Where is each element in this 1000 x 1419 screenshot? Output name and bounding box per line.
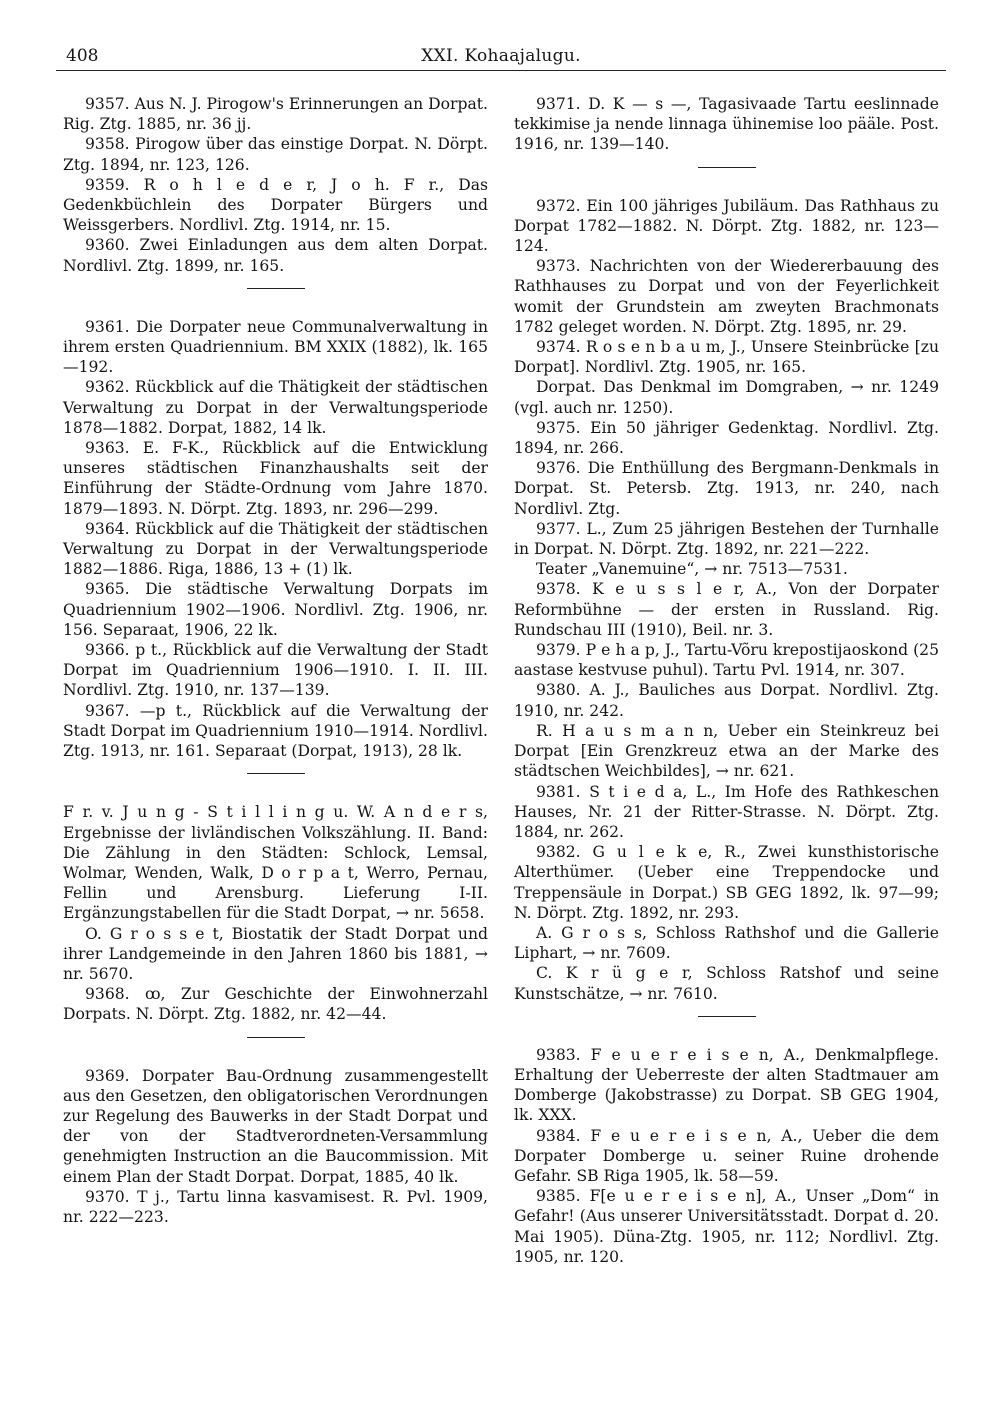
section-divider: [698, 167, 756, 168]
bibliography-entry: 9372. Ein 100 jähriges Jubiläum. Das Rathhaus zu Dorpat 1782—1882. N. Dörpt. Ztg. 1882, nr. 123—124.: [514, 196, 939, 256]
bibliography-entry: 9380. A. J., Bauliches aus Dorpat. Nordlivl. Ztg. 1910, nr. 242.: [514, 681, 939, 720]
left-column: [63, 94, 488, 1227]
bibliography-entry: Teater „Vanemuine“, → nr. 7513—7531.: [536, 560, 848, 579]
running-title: XXI. Kohaajalugu.: [421, 46, 581, 66]
section-divider: [247, 773, 305, 774]
bibliography-entry: 9362. Rückblick auf die Thätigkeit der städtischen Verwaltung zu Dorpat in der Verwaltungsperiode 1878—1882. Dorpat, 1882, 14 lk.: [63, 378, 488, 437]
bibliography-entry: 9359. R o h l e d e r, J o h. F r., Das Gedenkbüchlein des Dorpater Bürgers und Weissgerbers. Nordlivl. Ztg. 1914, nr. 15.: [63, 175, 488, 235]
bibliography-entry: 9366. p t., Rückblick auf die Verwaltung der Stadt Dorpat im Quadriennium 1906—1910. I. II. III. Nordlivl. Ztg. 1910, nr. 137—139.: [63, 641, 488, 700]
bibliography-entry: 9368. ꝏ, Zur Geschichte der Einwohnerzahl Dorpats. N. Dörpt. Ztg. 1882, nr. 42—44.: [63, 985, 488, 1024]
bibliography-entry: 9383. F e u e r e i s e n, A., Denkmalpflege. Erhaltung der Ueberreste der alten Stadtmauer am Domberge (Jakobstrasse) zu Dorpat. SB GEG 1904, lk. XXX.: [514, 1045, 939, 1125]
running-header: [56, 40, 946, 71]
bibliography-entry: 9384. F e u e r e i s e n, A., Ueber die dem Dorpater Domberge u. seiner Ruine drohende Gefahr. SB Riga 1905, lk. 58—59.: [514, 1126, 939, 1185]
bibliography-entry: 9375. Ein 50 jähriger Gedenktag. Nordlivl. Ztg. 1894, nr. 266.: [514, 418, 939, 458]
bibliography-entry: 9365. Die städtische Verwaltung Dorpats im Quadriennium 1902—1906. Nordlivl. Ztg. 1906, nr. 156. Separaat, 1906, 22 lk.: [63, 580, 488, 639]
bibliography-entry: F r. v. J u n g - S t i l l i n g u. W. A n d e r s, Ergebnisse der livländischen Volkszählung. II. Band: Die Zählung in den Städten: Schlock, Lemsal, Wolmar, Wenden, Walk, D o r p a t, Werro, Pernau, Fellin und Arensburg. Lieferung I-II. Ergänzungstabellen für die Stadt Dorpat, → nr. 5658.: [63, 803, 488, 923]
bibliography-entry: 9385. F[e u e r e i s e n], A., Unser „Dom“ in Gefahr! (Aus unserer Universitätsstadt. Dorpat d. 20. Mai 1905). Düna-Ztg. 1905, nr. 112; Nordlivl. Ztg. 1905, nr. 120.: [514, 1187, 939, 1266]
bibliography-entry: 9379. P e h a p, J., Tartu-Võru krepostijaoskond (25 aastase kestvuse puhul). Tartu Pvl. 1914, nr. 307.: [514, 641, 939, 680]
bibliography-entry: C. K r ü g e r, Schloss Ratshof und seine Kunstschätze, → nr. 7610.: [514, 964, 939, 1003]
bibliography-entry: R. H a u s m a n n, Ueber ein Steinkreuz bei Dorpat [Ein Grenzkreuz etwa an der Marke des städtschen Weichbildes], → nr. 621.: [514, 721, 939, 781]
bibliography-entry: 9370. T j., Tartu linna kasvamisest. R. Pvl. 1909, nr. 222—223.: [63, 1187, 488, 1226]
bibliography-entry: Dorpat. Das Denkmal im Domgraben, → nr. 1249 (vgl. auch nr. 1250).: [514, 378, 939, 417]
bibliography-entry: O. G r o s s e t, Biostatik der Stadt Dorpat und ihrer Landgemeinde in den Jahren 1860 bis 1881, → nr. 5670.: [63, 924, 488, 983]
bibliography-entry: 9363. E. F-K., Rückblick auf die Entwicklung unseres städtischen Finanzhaushalts seit der Einführung der Städte-Ordnung vom Jahre 1870. 1879—1893. N. Dörpt. Ztg. 1893, nr. 296—299.: [63, 439, 488, 518]
section-divider: [247, 1037, 305, 1038]
bibliography-entry: 9364. Rückblick auf die Thätigkeit der städtischen Verwaltung zu Dorpat in der Verwaltungsperiode 1882—1886. Riga, 1886, 13 + (1) lk.: [63, 519, 488, 579]
bibliography-entry: 9382. G u l e k e, R., Zwei kunsthistorische Alterthümer. (Ueber eine Treppendocke und Treppensäule in Dorpat.) SB GEG 1892, lk. 97—99; N. Dörpt. Ztg. 1892, nr. 293.: [514, 843, 939, 922]
bibliography-entry: 9378. K e u s s l e r, A., Von der Dorpater Reformbühne — der ersten in Russland. Rig. Rundschau III (1910), Beil. nr. 3.: [514, 580, 939, 639]
bibliography-entry: 9377. L., Zum 25 jährigen Bestehen der Turnhalle in Dorpat. N. Dörpt. Ztg. 1892, nr. 221—222.: [514, 519, 939, 559]
bibliography-entry: 9361. Die Dorpater neue Communalverwaltung in ihrem ersten Quadriennium. BM XXIX (1882), lk. 165—192.: [63, 317, 488, 377]
bibliography-entry: 9381. S t i e d a, L., Im Hofe des Rathkeschen Hauses, Nr. 21 der Ritter-Strasse. N. Dörpt. Ztg. 1884, nr. 262.: [514, 782, 939, 841]
page-number: 408: [66, 46, 99, 66]
bibliography-entry: 9373. Nachrichten von der Wiedererbauung des Rathhauses zu Dorpat und von der Feyerlichkeit womit der Grundstein am zweyten Brachmonats 1782 geleget worden. N. Dörpt. Ztg. 1895, nr. 29.: [514, 257, 939, 336]
bibliography-entry: 9376. Die Enthüllung des Bergmann-Denkmals in Dorpat. St. Petersb. Ztg. 1913, nr. 240, nach Nordlivl. Ztg.: [514, 459, 939, 518]
section-divider: [247, 288, 305, 289]
bibliography-entry: 9369. Dorpater Bau-Ordnung zusammengestellt aus den Gesetzen, den obligatorischen Verordnungen zur Regelung des Bauwerks in der Stadt Dorpat und der von der Stadtverordneten-Versammlung genehmigten Instruction an die Baucommission. Mit einem Plan der Stadt Dorpat. Dorpat, 1885, 40 lk.: [63, 1066, 488, 1186]
bibliography-entry: 9367. —p t., Rückblick auf die Verwaltung der Stadt Dorpat im Quadriennium 1910—1914. Nordlivl. Ztg. 1913, nr. 161. Separaat (Dorpat, 1913), 28 lk.: [63, 701, 488, 761]
bibliography-entry: 9360. Zwei Einladungen aus dem alten Dorpat. Nordlivl. Ztg. 1899, nr. 165.: [63, 236, 488, 275]
bibliography-entry: 9371. D. K — s —, Tagasivaade Tartu eeslinnade tekkimise ja nende linnaga ühinemise loo pääle. Post. 1916, nr. 139—140.: [514, 95, 939, 154]
bibliography-entry: 9374. R o s e n b a u m, J., Unsere Steinbrücke [zu Dorpat]. Nordlivl. Ztg. 1905, nr. 165.: [514, 338, 939, 377]
bibliography-entry: 9358. Pirogow über das einstige Dorpat. N. Dörpt. Ztg. 1894, nr. 123, 126.: [63, 135, 488, 174]
right-column: [514, 94, 939, 1267]
section-divider: [698, 1016, 756, 1017]
bibliography-entry: 9357. Aus N. J. Pirogow's Erinnerungen an Dorpat. Rig. Ztg. 1885, nr. 36 jj.: [63, 95, 488, 134]
bibliography-entry: A. G r o s s, Schloss Rathshof und die Gallerie Liphart, → nr. 7609.: [514, 923, 939, 963]
